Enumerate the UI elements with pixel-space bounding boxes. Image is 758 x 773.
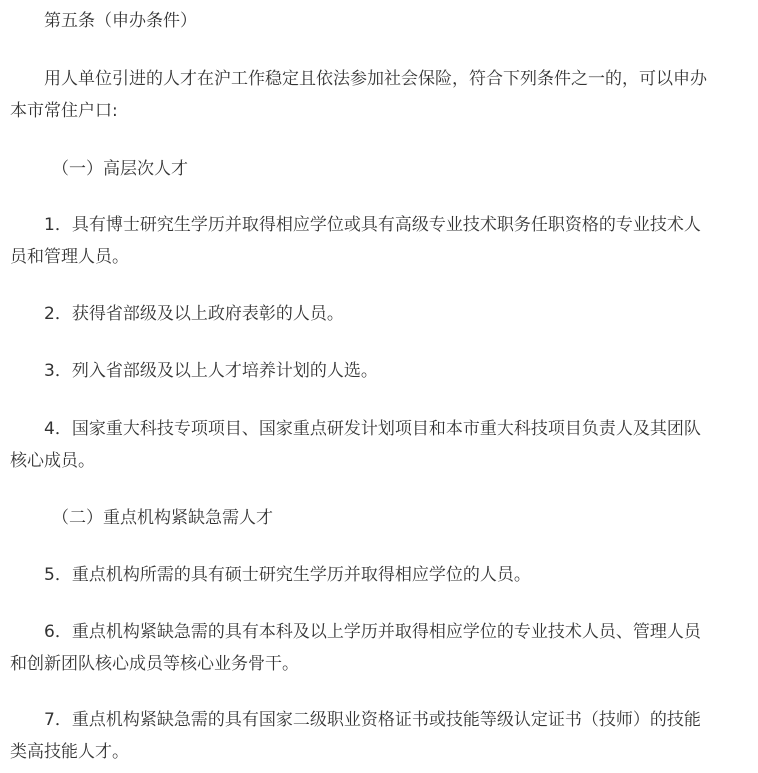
list-item-6-line1: 6．重点机构紧缺急需的具有本科及以上学历并取得相应学位的专业技术人员、管理人员 (44, 622, 701, 642)
list-item-5: 5．重点机构所需的具有硕士研究生学历并取得相应学位的人员。 (44, 565, 531, 585)
section-heading-high-level: （一）高层次人才 (52, 159, 188, 179)
intro-paragraph-line2: 本市常住户口: (10, 101, 118, 121)
section-heading-key-institutions: （二）重点机构紧缺急需人才 (52, 508, 273, 528)
list-item-4-line1: 4．国家重大科技专项项目、国家重点研发计划项目和本市重大科技项目负责人及其团队 (44, 419, 701, 439)
list-item-7-line2: 类高技能人才。 (10, 742, 129, 762)
list-item-1-line2: 员和管理人员。 (10, 247, 129, 267)
list-item-1-line1: 1．具有博士研究生学历并取得相应学位或具有高级专业技术职务任职资格的专业技术人 (44, 215, 701, 235)
list-item-6-line2: 和创新团队核心成员等核心业务骨干。 (10, 654, 299, 674)
list-item-4-line2: 核心成员。 (10, 451, 95, 471)
article-title: 第五条（申办条件） (44, 11, 197, 31)
list-item-3: 3．列入省部级及以上人才培养计划的人选。 (44, 361, 378, 381)
list-item-2: 2．获得省部级及以上政府表彰的人员。 (44, 304, 344, 324)
list-item-7-line1: 7．重点机构紧缺急需的具有国家二级职业资格证书或技能等级认定证书（技师）的技能 (44, 710, 701, 730)
intro-paragraph-line1: 用人单位引进的人才在沪工作稳定且依法参加社会保险，符合下列条件之一的，可以申办 (44, 69, 707, 89)
